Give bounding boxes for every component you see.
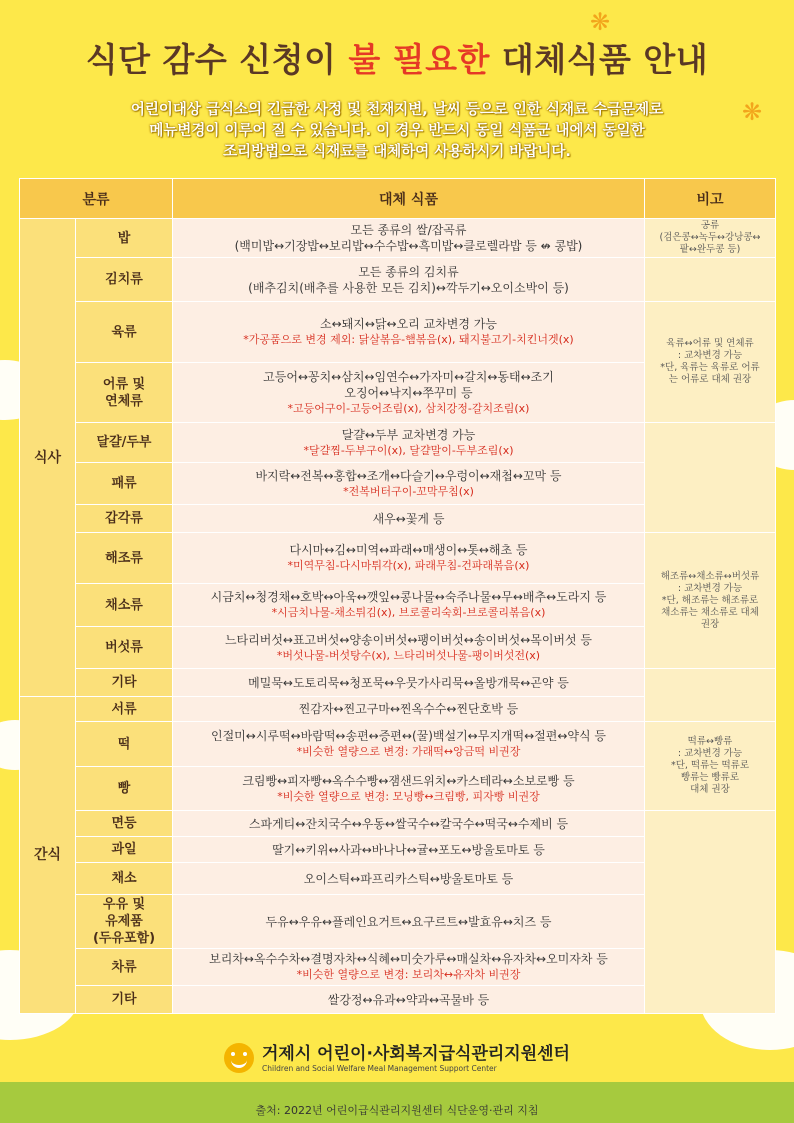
category-cell	[76, 505, 173, 533]
category-label: 달걀/두부	[96, 435, 152, 450]
table-row	[20, 423, 776, 463]
smiley-logo-icon	[224, 1043, 254, 1073]
intro-text	[0, 100, 794, 163]
note-cell-empty	[645, 258, 776, 302]
note-text: : 교차변경 가능	[677, 582, 743, 594]
category-label: 유제품	[105, 914, 143, 929]
category-cell	[76, 895, 173, 949]
intro-line: 메뉴변경이 이루어 질 수 있습니다. 이 경우 반드시 동일 식품군 내에서 동일한	[149, 123, 645, 139]
category-cell	[76, 533, 173, 584]
category-label: 어류 및	[102, 376, 146, 392]
substitute-cell	[173, 627, 645, 669]
substitute-text: 고등어↔꽁치↔삼치↔임연수↔가자미↔갈치↔동태↔조기	[263, 369, 554, 384]
category-label: 채소류	[105, 597, 143, 613]
substitute-cell	[173, 811, 645, 837]
note-cell-empty	[645, 669, 776, 722]
note-text: 해조류↔채소류↔버섯류	[660, 570, 760, 582]
note-cell	[645, 722, 776, 811]
note-cell	[645, 302, 776, 423]
substitute-cell	[173, 895, 645, 949]
table-row	[20, 533, 776, 584]
substitute-text: 느타리버섯↔표고버섯↔양송이버섯↔팽이버섯↔송이버섯↔목이버섯 등	[224, 632, 593, 647]
note-text: *단, 해조류는 해조류로	[661, 594, 759, 606]
note-text: : 교차변경 가능	[677, 350, 743, 361]
group-snack: 간식	[20, 697, 76, 1014]
substitute-text: 딸기↔키위↔사과↔바나나↔귤↔포도↔방울토마토 등	[272, 842, 545, 857]
substitute-cell	[173, 363, 645, 423]
note-cell-empty	[645, 423, 776, 533]
category-label: 떡	[117, 736, 131, 752]
substitute-text: 크림빵↔피자빵↔옥수수빵↔잼샌드위치↔카스테라↔소보로빵 등	[242, 773, 575, 788]
table-row	[20, 669, 776, 697]
substitute-cell	[173, 258, 645, 302]
category-label: (두유포함)	[92, 931, 156, 946]
substitute-text: 모든 종류의 김치류	[358, 264, 459, 279]
category-label: 빵	[117, 781, 131, 796]
category-cell	[76, 986, 173, 1014]
substitute-cell	[173, 302, 645, 363]
substitute-cell	[173, 423, 645, 463]
substitute-text: 보리차↔옥수수차↔결명자차↔식혜↔미숫가루↔매실차↔유자차↔오미자차 등	[209, 952, 608, 966]
substitute-text: 스파게티↔잔치국수↔우동↔쌀국수↔칼국수↔떡국↔수제비 등	[248, 816, 569, 831]
category-cell	[76, 669, 173, 697]
substitute-text: 인절미↔시루떡↔바람떡↔송편↔증편↔(꿀)백설기↔무지개떡↔절편↔약식 등	[210, 729, 606, 743]
note-text: : 교차변경 가능	[677, 748, 743, 759]
org-name-en: Children and Social Welfare Meal Management Support Center	[262, 1063, 497, 1073]
butterfly-icon: ❋	[590, 8, 611, 36]
note-text: 빵류는 빵류로	[680, 772, 740, 783]
note-text: 는 어류로 대체 권장	[668, 374, 752, 385]
note-text: 공류	[700, 220, 720, 231]
category-label: 기타	[111, 675, 137, 690]
category-cell	[76, 258, 173, 302]
category-label: 차류	[111, 959, 137, 975]
table-row	[20, 302, 776, 363]
table-row	[20, 722, 776, 767]
substitute-text: (배추김치(배추를 사용한 모든 김치)↔깍두기↔오이소박이 등)	[248, 280, 569, 295]
substitute-text: (백미밥↔기장밥↔보리밥↔수수밥↔흑미밥↔클로렐라밥 등 ↮ 콩밥)	[234, 239, 583, 253]
substitute-text: 모든 종류의 쌀/잡곡류	[350, 223, 467, 237]
note-cell	[645, 219, 776, 258]
table-row	[20, 258, 776, 302]
table-row	[20, 811, 776, 837]
substitute-text: 새우↔꽃게 등	[372, 511, 445, 526]
substitute-cell	[173, 986, 645, 1014]
substitute-text: 두유↔우유↔플레인요거트↔요구르트↔발효유↔치즈 등	[265, 914, 552, 929]
substitute-text: 달걀↔두부 교차변경 가능	[341, 427, 476, 442]
category-label: 서류	[111, 701, 137, 717]
caution-note: *고등어구이-고등어조림(x), 삼치강정-갈치조림(x)	[287, 401, 530, 415]
caution-note: *전복버터구이-꼬막무침(x)	[343, 484, 474, 498]
category-cell	[76, 584, 173, 627]
substitute-text: 메밀묵↔도토리묵↔청포묵↔우뭇가사리묵↔올방개묵↔곤약 등	[248, 675, 569, 690]
category-cell	[76, 811, 173, 837]
substitute-text: 소↔돼지↔닭↔오리 교차변경 가능	[320, 317, 497, 331]
substitute-text: 오징어↔낙지↔쭈꾸미 등	[344, 385, 473, 400]
category-cell	[76, 463, 173, 505]
substitute-text: 바지락↔전복↔홍합↔조개↔다슬기↔우렁이↔재첩↔꼬막 등	[255, 468, 562, 483]
category-label: 기타	[111, 992, 137, 1007]
header-substitute: 대체 식품	[173, 179, 645, 219]
substitute-text: 다시마↔김↔미역↔파래↔매생이↔톳↔해초 등	[289, 543, 528, 557]
category-cell	[76, 949, 173, 986]
category-label: 과일	[111, 842, 137, 857]
substitute-cell	[173, 584, 645, 627]
substitute-text: 시금치↔청경채↔호박↔아욱↔깻잎↔콩나물↔숙주나물↔무↔배추↔도라지 등	[210, 590, 607, 604]
substitute-text: 쌀강정↔유과↔약과↔곡물바 등	[327, 992, 490, 1007]
header-category: 분류	[20, 179, 173, 219]
substitute-food-table	[19, 178, 776, 1014]
category-cell	[76, 363, 173, 423]
category-cell	[76, 863, 173, 895]
source-citation: 출처: 2022년 어린이급식관리지원센터 식단운영·관리 지침	[255, 1104, 539, 1117]
substitute-cell	[173, 767, 645, 811]
category-label: 육류	[111, 324, 137, 340]
substitute-cell	[173, 669, 645, 697]
category-label: 면등	[111, 816, 137, 831]
note-text: (검은콩↔녹두↔강낭콩↔	[659, 232, 761, 243]
substitute-cell	[173, 722, 645, 767]
organization-logo	[0, 1043, 794, 1077]
substitute-text: 찐감자↔찐고구마↔찐옥수수↔찐단호박 등	[298, 702, 519, 716]
group-meal: 식사	[20, 219, 76, 697]
note-text: 육류↔어류 및 연체류	[666, 338, 754, 349]
substitute-cell	[173, 863, 645, 895]
page-title: 식단 감수 신청이 불 필요한 대체식품 안내	[85, 40, 709, 79]
category-label: 김치류	[105, 272, 143, 287]
caution-note: *비슷한 열량으로 변경: 모닝빵↔크림빵, 피자빵 비권장	[277, 789, 540, 803]
caution-note: *가공품으로 변경 제외: 닭살볶음-햄볶음(x), 돼지불고기-치킨너겟(x)	[243, 333, 574, 346]
note-cell-empty	[645, 811, 776, 1014]
category-cell	[76, 219, 173, 258]
category-label: 해조류	[105, 550, 143, 566]
note-text: 채소류는 채소류로 대체	[661, 606, 759, 618]
substitute-cell	[173, 219, 645, 258]
category-cell	[76, 837, 173, 863]
category-cell	[76, 302, 173, 363]
note-text: 대체 권장	[690, 784, 730, 795]
caution-note: *시금치나물-채소튀김(x), 브로콜리숙회-브로콜리볶음(x)	[271, 606, 546, 619]
butterfly-icon: ❋	[742, 98, 763, 126]
category-label: 버섯류	[105, 640, 143, 655]
category-cell	[76, 697, 173, 722]
caution-note: *버섯나물-버섯탕수(x), 느타리버섯나물-팽이버섯전(x)	[276, 648, 541, 662]
category-label: 채소	[111, 871, 137, 886]
substitute-cell	[173, 837, 645, 863]
intro-line: 조리방법으로 식재료를 대체하여 사용하시기 바랍니다.	[223, 144, 571, 160]
substitute-cell	[173, 697, 645, 722]
substitute-text: 오이스틱↔파프리카스틱↔방울토마토 등	[303, 871, 514, 886]
caution-note: *비슷한 열량으로 변경: 가래떡↔앙금떡 비권장	[296, 745, 521, 758]
intro-line: 어린이대상 급식소의 긴급한 사정 및 천재지변, 날씨 등으로 인한 식재료 수급문제로	[130, 102, 664, 118]
category-cell	[76, 423, 173, 463]
header-note: 비고	[645, 179, 776, 219]
note-cell	[645, 533, 776, 669]
substitute-cell	[173, 505, 645, 533]
note-text: *단, 떡류는 떡류로	[670, 760, 750, 771]
table-row	[20, 219, 776, 258]
category-cell	[76, 627, 173, 669]
category-label: 우유 및	[102, 897, 146, 912]
caution-note: *비슷한 열량으로 변경: 보리차↔유자차 비권장	[296, 968, 521, 981]
category-cell	[76, 722, 173, 767]
caution-note: *달걀찜-두부구이(x), 달걀말이-두부조림(x)	[303, 443, 514, 457]
category-label: 연체류	[105, 393, 143, 409]
substitute-cell	[173, 533, 645, 584]
note-text: 떡류↔빵류	[687, 736, 733, 747]
note-text: 권장	[700, 618, 720, 630]
category-label: 패류	[111, 476, 137, 491]
note-text: 팥↔완두콩 등)	[679, 244, 741, 255]
category-cell	[76, 767, 173, 811]
org-name: 거제시 어린이·사회복지급식관리지원센터	[262, 1043, 570, 1064]
table-body	[20, 219, 776, 1014]
substitute-cell	[173, 949, 645, 986]
category-label: 갑각류	[105, 511, 143, 526]
category-label: 밥	[117, 230, 131, 246]
note-text: *단, 육류는 육류로 어류	[660, 362, 760, 373]
substitute-cell	[173, 463, 645, 505]
caution-note: *미역무침-다시마튀각(x), 파래무침-건파래볶음(x)	[287, 559, 530, 572]
